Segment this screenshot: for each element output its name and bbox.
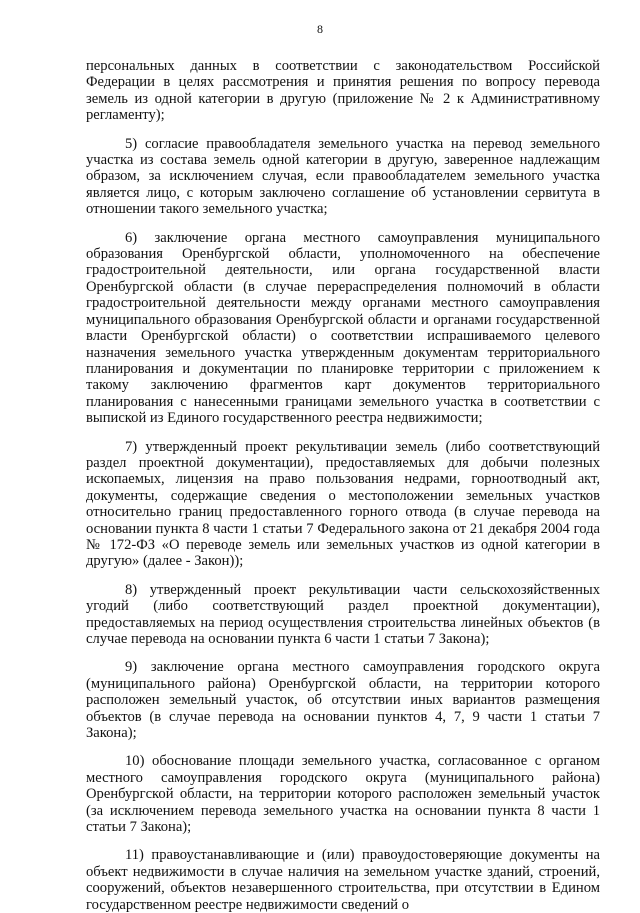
page-number: 8 [317,22,323,36]
paragraph-item-8: 8) утвержденный проект рекультивации части сельскохозяйственных угодий (либо соответствующий раздел проектной документации), предоставляемых на период осуществления строительства линейных объектов (в случае перевода на основании пункта 6 части 1 статьи 7 Закона); [86,581,600,647]
paragraph-item-10: 10) обоснование площади земельного участка, согласованное с органом местного самоуправления городского округа (муниципального района) Оренбургской области, на территории которого расположен земельный участок (за исключением перевода земельного участка на основании пункта 8 части 1 статьи 7 Закона); [86,753,600,836]
paragraph-item-11: 11) правоустанавливающие и (или) правоудостоверяющие документы на объект недвижимости в случае наличия на земельном участке зданий, строений, сооружений, объектов незавершенного строительства, при отсутствии в Едином государственном реестре недвижимости сведений о [86,847,600,913]
paragraph-item-6: 6) заключение органа местного самоуправления муниципального образования Оренбургской области, уполномоченного на обеспечение градостроительной деятельности, или органа государственной власти Оренбургской области (в случае перераспределения полномочий в области градостроительной деятельности между органами местного самоуправления муниципального образования Оренбургской области и органами государственной власти Оренбургской области) о соответствии испрашиваемого целевого назначения земельного участка утвержденным документам территориального планирования и документации по планировке территории с приложением к такому заключению фрагментов карт документов территориального планирования с нанесенными границами земельного участка в соответствии с выпиской из Единого государственного реестра недвижимости; [86,229,600,427]
document-body [86,58,600,913]
paragraph-item-9: 9) заключение органа местного самоуправления городского округа (муниципального района) Оренбургской области, на территории которого расположен земельный участок, об отсутствии иных вариантов размещения объектов (в случае перевода на основании пунктов 4, 7, 9 части 1 статьи 7 Закона); [86,659,600,742]
paragraph-item-7: 7) утвержденный проект рекультивации земель (либо соответствующий раздел проектной документации), предоставляемых для добычи полезных ископаемых, лицензия на право пользования недрами, горноотводный акт, документы, содержащие сведения о местоположении земельных участков относительно границ предоставленного горного отвода (в случае перевода на основании пункта 8 части 1 статьи 7 Федерального закона от 21 декабря 2004 года № 172-ФЗ «О переводе земель или земельных участков из одной категории в другую» (далее - Закон)); [86,438,600,570]
paragraph-item-5: 5) согласие правообладателя земельного участка на перевод земельного участка из состава земель одной категории в другую, заверенное надлежащим образом, за исключением случая, если правообладателем земельного участка является лицо, с которым заключено соглашение об установлении сервитута в отношении такого земельного участка; [86,135,600,218]
paragraph-continuation: персональных данных в соответствии с законодательством Российской Федерации в целях рассмотрения и принятия решения по вопросу перевода земель из одной категории в другую (приложение № 2 к Административному регламенту); [86,58,600,124]
